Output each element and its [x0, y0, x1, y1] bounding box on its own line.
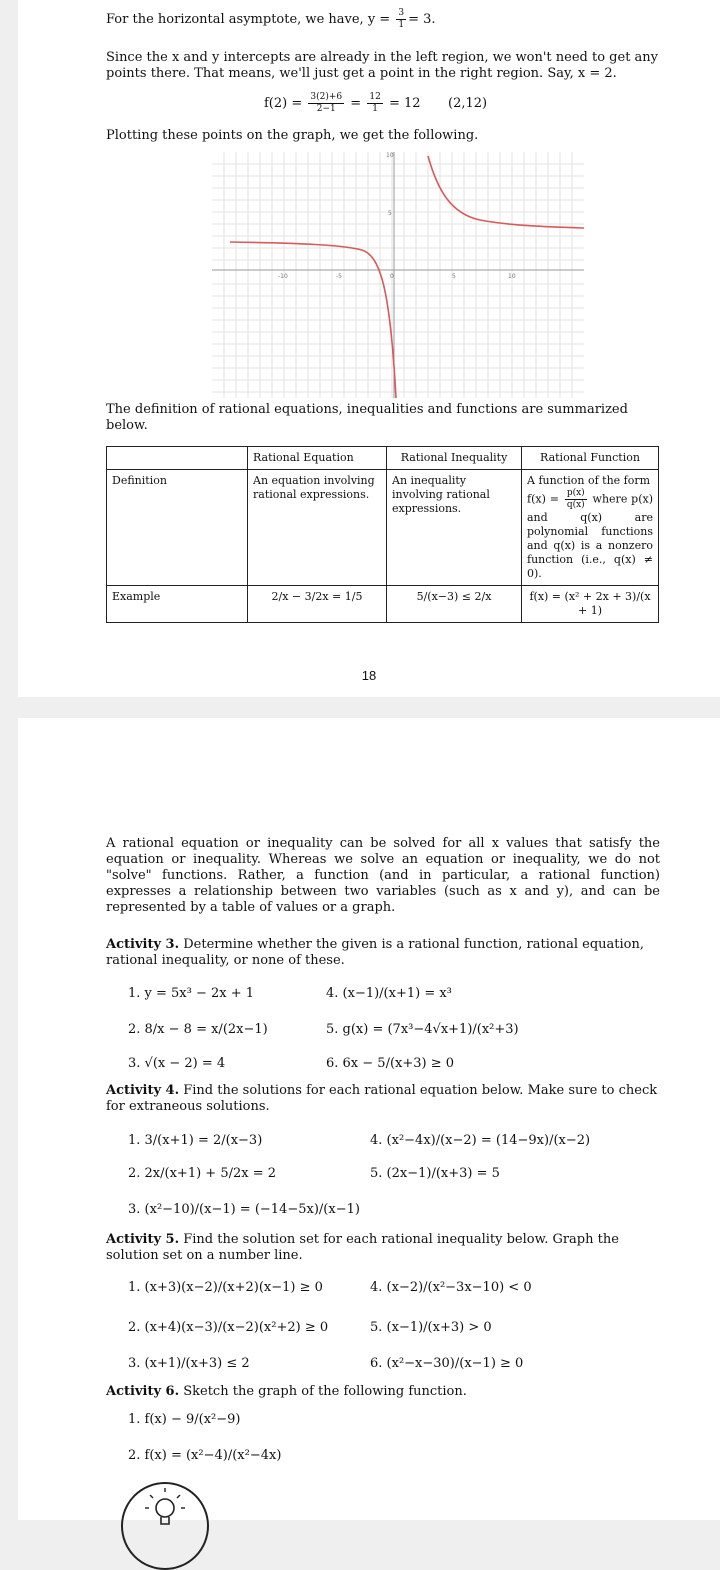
- activity4-item-2: 2. 2x/(x+1) + 5/2x = 2: [128, 1166, 276, 1181]
- lightbulb-glyph: [123, 1484, 207, 1544]
- definitions-table: [106, 446, 659, 623]
- fraction-numerator: 3(2)+6: [310, 92, 343, 102]
- activity3-item-3: 3. √(x − 2) = 4: [128, 1056, 226, 1071]
- page-number: 18: [361, 668, 377, 683]
- fraction-denominator: 1: [398, 20, 405, 30]
- activity5-text: Find the solution set for each rational inequality below. Graph the solution set on a number line.: [106, 1232, 619, 1263]
- lightbulb-icon: [121, 1482, 209, 1570]
- fraction-denominator: 2−1: [316, 104, 336, 114]
- asymptote-fraction: [396, 8, 406, 31]
- definition-equation: An equation involving rational expressions.: [248, 470, 387, 586]
- plotting-text: Plotting these points on the graph, we get the following.: [106, 128, 479, 143]
- definition-function-part2: f(x) =: [527, 492, 559, 506]
- activity5-item-3: 3. (x+1)/(x+3) ≤ 2: [128, 1356, 250, 1371]
- table-header-row: [107, 447, 659, 470]
- right-branch-curve: [428, 156, 584, 228]
- activity5-title: Activity 5.: [106, 1232, 180, 1247]
- activity3-item-1: 1. y = 5x³ − 2x + 1: [128, 986, 255, 1001]
- asymptote-value: = 3.: [408, 12, 436, 27]
- activity6-item-1: 1. f(x) − 9/(x²−9): [128, 1412, 241, 1427]
- activity3-heading: [106, 937, 660, 969]
- definition-function: [522, 470, 659, 586]
- row-label-example: Example: [107, 586, 248, 623]
- table-corner-cell: [107, 447, 248, 470]
- point-label: (2,12): [448, 96, 488, 111]
- intro-paragraph: A rational equation or inequality can be solved for all x values that satisfy the equation or inequality. Whereas we solve an equation or inequality, we do not "solve" functions. Rather, a function (and in particular, a rational function) expresses a relationship between two variables (such as x and y), and can be represented by a table of values or a graph.: [106, 836, 660, 915]
- rational-function-graph: [212, 152, 584, 398]
- asymptote-text: For the horizontal asymptote, we have, y =: [106, 12, 395, 27]
- x-tick-neg5: -5: [336, 273, 342, 280]
- activity6-heading: [106, 1384, 660, 1400]
- fraction-denominator: q(x): [566, 500, 585, 510]
- page-19: [18, 718, 720, 1520]
- activity3-item-4: 4. (x−1)/(x+1) = x³: [326, 986, 452, 1001]
- activity5-item-5: 5. (x−1)/(x+3) > 0: [370, 1320, 492, 1335]
- y-tick-10: 10: [386, 152, 394, 159]
- activity4-item-1: 1. 3/(x+1) = 2/(x−3): [128, 1133, 263, 1148]
- activity5-item-2: 2. (x+4)(x−3)/(x−2)(x²+2) ≥ 0: [128, 1320, 329, 1335]
- activity4-item-5: 5. (2x−1)/(x+3) = 5: [370, 1166, 500, 1181]
- activity5-heading: [106, 1232, 660, 1264]
- x-tick-5: 5: [452, 273, 456, 280]
- example-inequality: 5/(x−3) ≤ 2/x: [387, 586, 522, 623]
- fraction-numerator: p(x): [566, 488, 585, 498]
- definition-inequality: An inequality involving rational expressions.: [387, 470, 522, 586]
- activity3-item-6: 6. 6x − 5/(x+3) ≥ 0: [326, 1056, 455, 1071]
- f2-fraction-2: [367, 92, 382, 115]
- f2-result: = 12: [388, 96, 421, 111]
- fraction-denominator: 1: [372, 104, 378, 114]
- example-equation: 2/x − 3/2x = 1/5: [248, 586, 387, 623]
- example-function: f(x) = (x² + 2x + 3)/(x + 1): [522, 586, 659, 623]
- y-tick-5: 5: [388, 210, 392, 217]
- activity3-item-2: 2. 8/x − 8 = x/(2x−1): [128, 1022, 268, 1037]
- activity5-item-6: 6. (x²−x−30)/(x−1) ≥ 0: [370, 1356, 524, 1371]
- activity6-text: Sketch the graph of the following function.: [183, 1384, 467, 1399]
- activity4-title: Activity 4.: [106, 1083, 180, 1098]
- activity5-item-1: 1. (x+3)(x−2)/(x+2)(x−1) ≥ 0: [128, 1280, 323, 1295]
- graph-gridlines: [212, 152, 584, 398]
- row-label-definition: Definition: [107, 470, 248, 586]
- f2-equation: [264, 92, 421, 115]
- table-row-example: [107, 586, 659, 623]
- asymptote-line: [106, 8, 436, 31]
- fraction-numerator: 12: [369, 92, 381, 102]
- activity6-item-2: 2. f(x) = (x²−4)/(x²−4x): [128, 1448, 282, 1463]
- pq-fraction: [565, 488, 587, 511]
- f2-lhs: f(2) =: [264, 96, 303, 111]
- header-rational-inequality: Rational Inequality: [387, 447, 522, 470]
- f2-fraction-1: [308, 92, 344, 115]
- table-row-definition: [107, 470, 659, 586]
- x-tick-0: 0: [390, 273, 394, 280]
- definition-function-part1: A function of the form: [527, 474, 651, 487]
- x-tick-10: 10: [508, 273, 516, 280]
- fraction-numerator: 3: [398, 8, 405, 18]
- activity5-item-4: 4. (x−2)/(x²−3x−10) < 0: [370, 1280, 532, 1295]
- activity4-text: Find the solutions for each rational equation below. Make sure to check for extraneous solutions.: [106, 1083, 658, 1114]
- activity6-title: Activity 6.: [106, 1384, 180, 1399]
- summary-text: The definition of rational equations, inequalities and functions are summarized below.: [106, 402, 628, 433]
- activity4-item-4: 4. (x²−4x)/(x−2) = (14−9x)/(x−2): [370, 1133, 591, 1148]
- equals-sign: =: [350, 96, 362, 111]
- intercepts-paragraph: Since the x and y intercepts are already in the left region, we won't need to get any points there. That means, we'll just get a point in the right region. Say, x = 2.: [106, 50, 659, 81]
- page-18: [18, 0, 720, 697]
- activity4-item-3: 3. (x²−10)/(x−1) = (−14−5x)/(x−1): [128, 1202, 360, 1217]
- activity3-text: Determine whether the given is a rational function, rational equation, rational inequality, or none of these.: [106, 937, 644, 968]
- header-rational-equation: Rational Equation: [248, 447, 387, 470]
- x-tick-neg10: -10: [278, 273, 288, 280]
- activity3-title: Activity 3.: [106, 937, 180, 952]
- definition-function-part3: where p(x) and q(x) are polynomial functions and q(x) is a nonzero function (i.e., q(x) ≠ 0).: [527, 492, 654, 580]
- activity3-item-5: 5. g(x) = (7x³−4√x+1)/(x²+3): [326, 1022, 519, 1037]
- header-rational-function: Rational Function: [522, 447, 659, 470]
- activity4-heading: [106, 1083, 660, 1115]
